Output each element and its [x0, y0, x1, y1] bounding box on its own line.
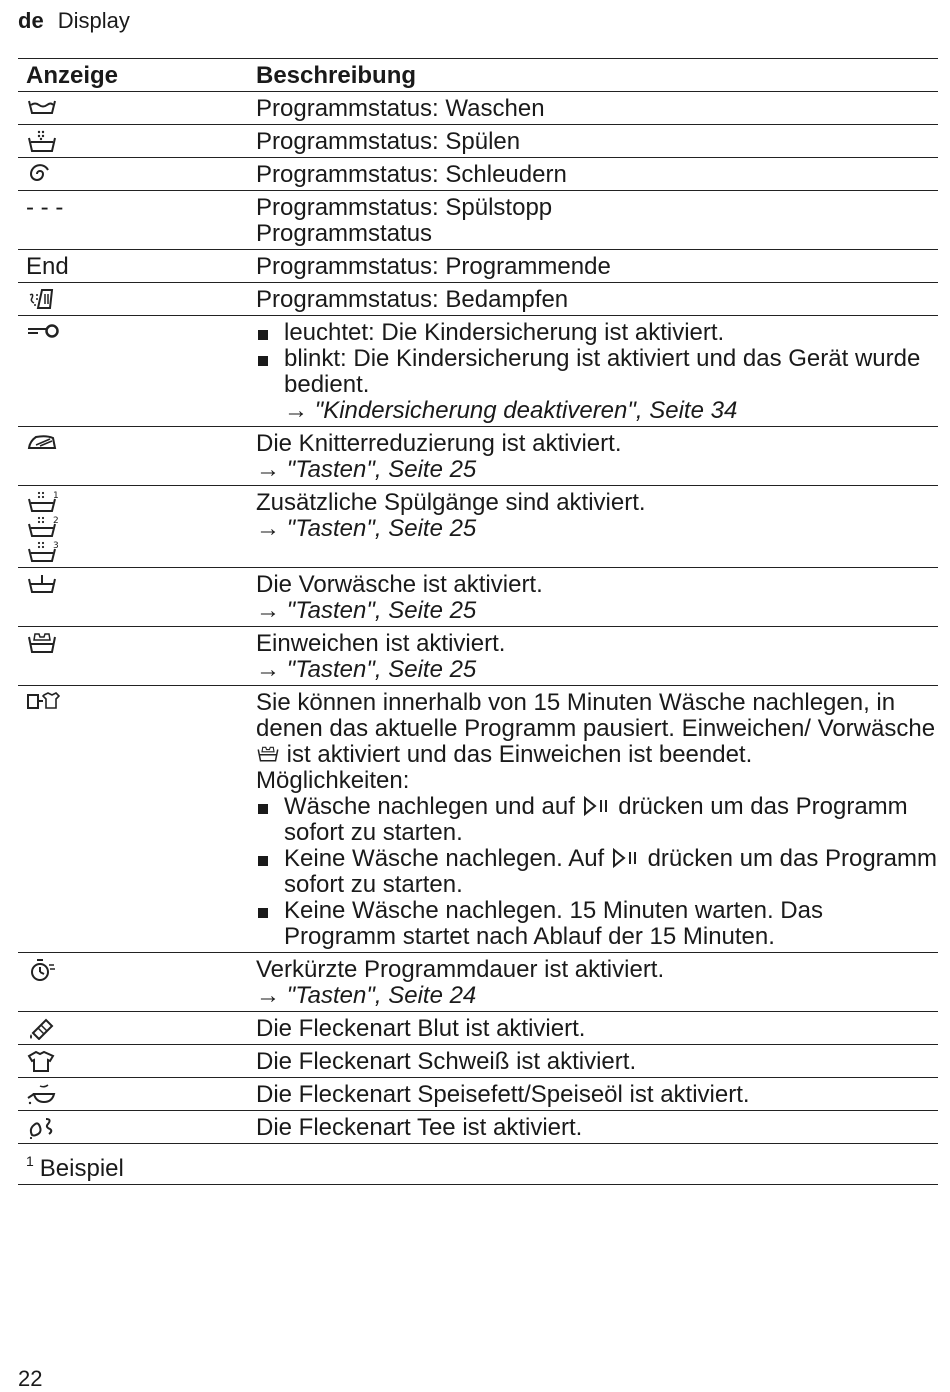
page-reference: → "Tasten", Seite 25 — [256, 656, 477, 683]
iron-icon — [26, 431, 58, 453]
svg-text:2: 2 — [53, 516, 59, 526]
list-item: leuchtet: Die Kindersicherung ist aktiviert. — [256, 320, 938, 346]
row-description: Die Fleckenart Blut ist aktiviert. — [248, 1012, 938, 1045]
rinse-2-icon — [26, 515, 60, 539]
list-item: blinkt: Die Kindersicherung ist aktiviert und das Gerät wurde bedient. — [256, 346, 938, 398]
svg-text:1: 1 — [53, 491, 59, 501]
page-reference: → "Tasten", Seite 24 — [256, 982, 477, 1009]
row-description-line: Programmstatus — [256, 220, 433, 247]
table-row — [18, 686, 938, 953]
rinse-1-icon — [26, 490, 60, 514]
sweat-shirt-icon — [26, 1049, 56, 1073]
row-description: Programmstatus: Spülen — [248, 125, 938, 158]
table-row — [18, 92, 938, 125]
column-header-description: Beschreibung — [248, 59, 938, 92]
page-number: 22 — [18, 1366, 43, 1391]
start-pause-icon — [582, 795, 612, 817]
page-reference: → "Kindersicherung deaktiveren", Seite 34 — [284, 397, 738, 424]
grease-pan-icon — [26, 1082, 58, 1106]
extra-rinse-icons — [18, 486, 248, 568]
row-description: Einweichen ist aktiviert. — [256, 630, 506, 657]
row-description: Die Fleckenart Schweiß ist aktiviert. — [248, 1045, 938, 1078]
page-header — [18, 8, 130, 34]
reload-laundry-icon — [26, 690, 60, 712]
list-item: Keine Wäsche nachlegen. 15 Minuten warten. Das Programm startet nach Ablauf der 15 Minuten. — [256, 898, 938, 950]
bullet-list — [256, 320, 938, 398]
tea-stain-icon — [26, 1115, 58, 1139]
row-description: Programmstatus: Schleudern — [248, 158, 938, 191]
table-header-row — [18, 59, 938, 92]
page-reference: → "Tasten", Seite 25 — [256, 456, 477, 483]
row-description: Programmstatus: Waschen — [248, 92, 938, 125]
row-description: Programmstatus: Programmende — [248, 250, 938, 283]
table-row — [18, 427, 938, 486]
bullet-list — [256, 794, 938, 950]
spin-icon — [26, 162, 54, 186]
table-row — [18, 191, 938, 250]
row-description: Sie können innerhalb von 15 Minuten Wäsche nachlegen, in denen das aktuelle Programm pausiert. Einweichen/ Vorwäsche ist aktiviert und das Einweichen ist beendet. — [256, 689, 936, 768]
footnote-text: Beispiel — [39, 1155, 124, 1182]
table-row — [18, 1012, 938, 1045]
rinse-icon — [26, 129, 58, 155]
table-row — [18, 250, 938, 283]
table-row — [18, 316, 938, 427]
soak-icon — [26, 631, 58, 655]
table-row — [18, 1078, 938, 1111]
table-row — [18, 125, 938, 158]
svg-text:3: 3 — [53, 541, 59, 551]
column-header-display: Anzeige — [18, 59, 248, 92]
row-description: Die Fleckenart Speisefett/Speiseöl ist aktiviert. — [248, 1078, 938, 1111]
row-description: Verkürzte Programmdauer ist aktiviert. — [256, 956, 665, 983]
list-item: Wäsche nachlegen und auf drücken um das Programm sofort zu starten. — [256, 794, 938, 846]
language-code: de — [18, 8, 44, 33]
table-row — [18, 1045, 938, 1078]
rinse-3-icon — [26, 540, 60, 564]
list-item: Keine Wäsche nachlegen. Auf drücken um das Programm sofort zu starten. — [256, 846, 938, 898]
options-label: Möglichkeiten: — [256, 767, 410, 794]
row-description: Programmstatus: Bedampfen — [248, 283, 938, 316]
table-row — [18, 568, 938, 627]
wash-tub-icon — [26, 96, 58, 118]
row-description: Die Fleckenart Tee ist aktiviert. — [248, 1111, 938, 1144]
row-description: Die Vorwäsche ist aktiviert. — [256, 571, 543, 598]
child-lock-key-icon — [26, 320, 60, 342]
speed-clock-icon — [26, 957, 56, 983]
page-reference: → "Tasten", Seite 25 — [256, 515, 477, 542]
table-row — [18, 627, 938, 686]
soak-icon — [256, 743, 280, 765]
rinse-hold-symbol: - - - — [18, 191, 248, 250]
footnote-mark: 1 — [26, 1153, 34, 1169]
table-footnote — [18, 1144, 938, 1185]
steam-icon — [26, 287, 56, 311]
display-symbols-table — [18, 58, 938, 1185]
table-row — [18, 953, 938, 1012]
table-row — [18, 486, 938, 568]
end-symbol: End — [18, 250, 248, 283]
table-row — [18, 283, 938, 316]
row-description: Zusätzliche Spülgänge sind aktiviert. — [256, 489, 646, 516]
page-reference: → "Tasten", Seite 25 — [256, 597, 477, 624]
section-title: Display — [57, 8, 130, 33]
row-description: Die Knitterreduzierung ist aktiviert. — [256, 430, 622, 457]
start-pause-icon — [611, 847, 641, 869]
row-description-line: Programmstatus: Spülstopp — [256, 194, 553, 221]
blood-stain-icon — [26, 1016, 56, 1040]
table-row — [18, 158, 938, 191]
table-row — [18, 1111, 938, 1144]
prewash-icon — [26, 572, 58, 596]
